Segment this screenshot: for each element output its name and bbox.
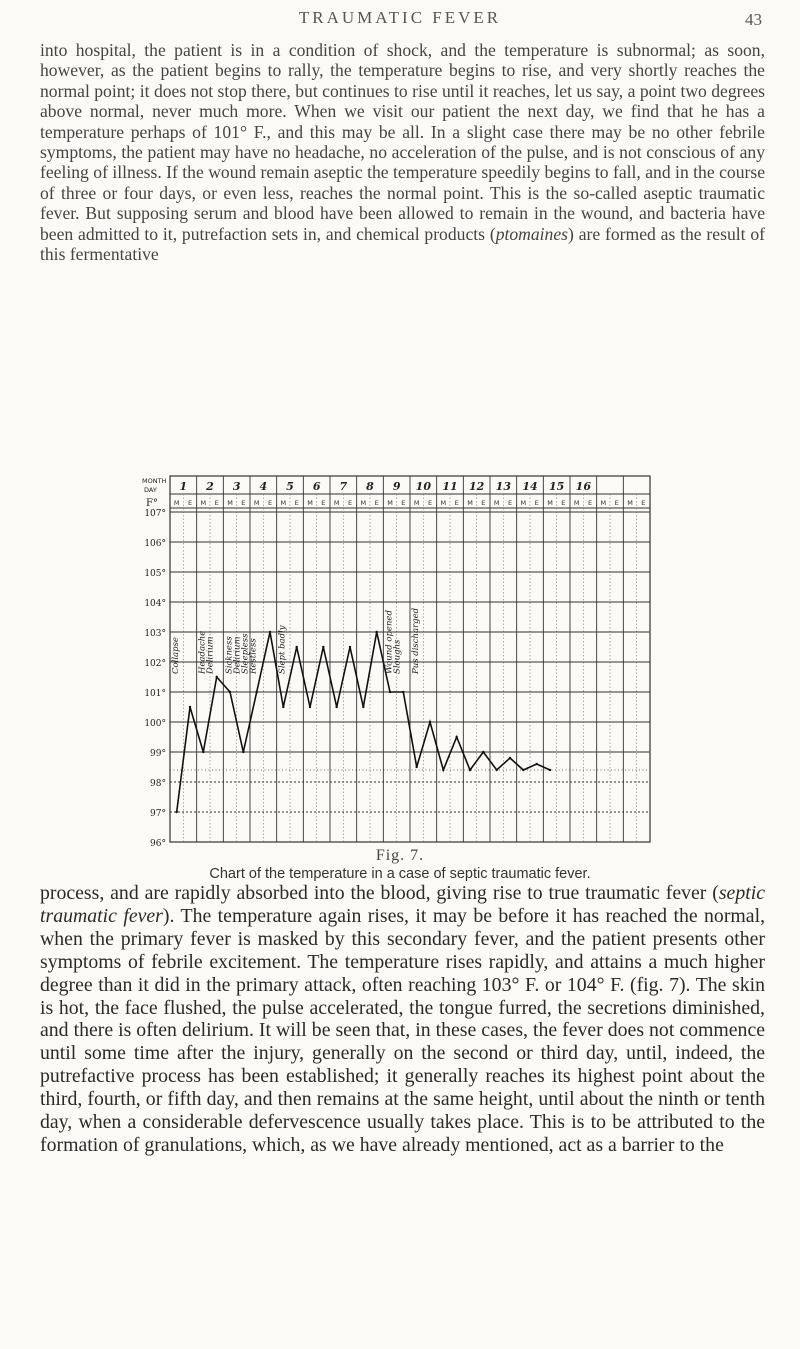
session-tick-label: E xyxy=(427,499,433,507)
y-tick-label: 101° xyxy=(144,689,166,699)
session-tick-label: M xyxy=(467,499,473,507)
session-tick-label: M xyxy=(387,499,393,507)
session-tick-label: E xyxy=(587,499,593,507)
session-tick-label: E xyxy=(214,499,219,507)
page-number: 43 xyxy=(745,10,762,29)
body-text-bottom-1: process, and are rapidly absorbed into the blood, giving rise to true traumatic fever xyxy=(40,882,707,904)
temperature-point xyxy=(429,721,431,723)
temperature-point xyxy=(402,691,404,693)
session-tick-label: M xyxy=(493,499,500,507)
temperature-point xyxy=(509,757,511,759)
day-tick-label: 15 xyxy=(549,480,565,493)
session-tick-label: M xyxy=(600,499,607,507)
day-tick-label: 10 xyxy=(415,480,431,493)
chart-annotation: Delirium xyxy=(205,636,216,674)
ptomaines-term: ptomaines xyxy=(495,223,569,244)
temperature-point xyxy=(189,706,191,708)
session-tick-label: M xyxy=(307,499,313,507)
session-tick-label: E xyxy=(454,499,459,507)
day-tick-label: 9 xyxy=(392,480,401,493)
day-tick-label: 12 xyxy=(469,480,485,493)
chart-annotation: Sickness xyxy=(224,636,235,674)
temperature-point xyxy=(455,736,457,738)
day-tick-label: 2 xyxy=(206,480,214,493)
temperature-point xyxy=(295,646,297,648)
day-label: DAY xyxy=(144,486,157,494)
chart-annotation: Slept badly xyxy=(277,625,288,674)
day-tick-label: 3 xyxy=(232,480,241,493)
session-tick-label: M xyxy=(360,499,367,507)
temperature-point xyxy=(469,769,471,771)
session-tick-label: E xyxy=(481,499,486,507)
temperature-point xyxy=(415,766,417,768)
y-tick-label: 99° xyxy=(150,749,166,759)
y-tick-label: 105° xyxy=(144,569,166,579)
session-tick-label: M xyxy=(547,499,553,507)
temperature-chart-svg xyxy=(140,470,660,850)
temperature-point xyxy=(229,691,231,693)
day-tick-label: 14 xyxy=(522,480,538,493)
running-title: TRAUMATIC FEVER xyxy=(298,8,502,27)
session-tick-label: E xyxy=(614,499,619,507)
body-paragraph-top: into hospital, the patient is in a condition of shock, and the temperature is subnormal; as soon, however, as the patient begins to rally, the temperature begins to rise, and very shortly reaches the normal point; it does not stop there, but continues to rise until it reaches, let us say, a point two degrees above normal, never much more. When we visit our patient the next day, we find that he has a temperature perhaps of 101° F., and this may be all. In a slight case there may be no other febrile symptoms, the patient may have no headache, no acceleration of the pulse, and is not conscious of any feeling of illness. If the wound remain aseptic the temperature speedily begins to fall, and in the course of three or four days, or even less, reaches the normal point. This is the so-called aseptic traumatic fever. But supposing serum and blood have been allowed to remain in the wound, and bacteria have been admitted to it, putrefaction sets in, and chemical products (ptomaines) are formed as the result of this fermentative xyxy=(40,40,765,265)
y-tick-label: 100° xyxy=(144,719,166,729)
session-tick-label: E xyxy=(641,499,646,507)
body-text-top-end: are formed as the result of this fermentative xyxy=(40,223,765,265)
body-text-top: into hospital, the patient is in a condition of shock, and the temperature is subnormal; as soon, however, as the patient begins to rally, the temperature begins to rise, and very shortly reaches the normal point; it does not stop there, but continues to rise until it reaches, let us say, a point two degrees above normal, never much more. When we visit our patient the next day, we find that he has a temperature perhaps of 101° F., and this may be all. In a slight case there may be no other febrile symptoms, the patient may have no headache, no acceleration of the pulse, and is not conscious of any feeling of illness. If the wound remain aseptic the temperature speedily begins to fall, and in the course of three or four days, or even less, reaches the normal point. This is the so-called aseptic traumatic fever. But supposing serum and blood have been allowed to remain in the wound, and bacteria have been admitted to it, putrefaction sets in, and chemical products xyxy=(40,40,765,244)
y-tick-label: 97° xyxy=(150,809,166,819)
temperature-point xyxy=(522,769,524,771)
month-label: MONTH xyxy=(142,477,167,485)
septic-fever-term: septic traumatic fever xyxy=(40,882,765,927)
temperature-point xyxy=(389,691,391,693)
day-tick-label: 13 xyxy=(495,480,511,493)
y-tick-label: 104° xyxy=(144,599,166,609)
y-tick-label: 98° xyxy=(150,779,166,789)
day-tick-label: 4 xyxy=(259,480,268,493)
day-tick-label: 8 xyxy=(366,480,374,493)
temperature-point xyxy=(535,763,537,765)
y-tick-label: 103° xyxy=(144,629,166,639)
session-tick-label: E xyxy=(561,499,566,507)
session-tick-label: M xyxy=(413,499,420,507)
day-tick-label: 6 xyxy=(312,480,321,493)
session-tick-label: M xyxy=(627,499,633,507)
temperature-point xyxy=(362,706,364,708)
session-tick-label: M xyxy=(200,499,207,507)
session-tick-label: E xyxy=(507,499,513,507)
session-tick-label: M xyxy=(227,499,233,507)
figure-label: Fig. 7. xyxy=(375,847,425,864)
chart-annotation: Pus discharged xyxy=(411,607,421,674)
y-tick-label: 107° xyxy=(144,509,166,519)
session-tick-label: E xyxy=(187,499,193,507)
temperature-point xyxy=(269,631,271,633)
day-tick-label: 7 xyxy=(339,480,348,493)
unit-label: F° xyxy=(146,498,158,509)
day-tick-label: 11 xyxy=(442,480,458,493)
temperature-point xyxy=(255,691,257,693)
temperature-point xyxy=(242,751,244,753)
temperature-point xyxy=(349,646,351,648)
y-tick-label: 102° xyxy=(144,659,166,669)
chart-annotation: Sleepless xyxy=(240,633,251,674)
chart-annotation: Restless xyxy=(248,638,259,674)
temperature-point xyxy=(282,706,284,708)
session-tick-label: E xyxy=(241,499,246,507)
chart-annotation: Headache xyxy=(197,630,208,674)
temperature-point xyxy=(215,676,217,678)
temperature-point xyxy=(442,769,444,771)
day-tick-label: 5 xyxy=(286,480,294,493)
temperature-point xyxy=(309,706,311,708)
session-tick-label: M xyxy=(440,499,447,507)
session-tick-label: E xyxy=(267,499,273,507)
day-tick-label: 16 xyxy=(575,480,591,493)
chart-annotation: Collapse xyxy=(171,637,181,674)
temperature-point xyxy=(375,631,377,633)
session-tick-label: M xyxy=(280,499,287,507)
session-tick-label: E xyxy=(534,499,539,507)
session-tick-label: M xyxy=(573,499,580,507)
figure-caption: Chart of the temperature in a case of septic traumatic fever. xyxy=(209,866,591,882)
session-tick-label: E xyxy=(374,499,379,507)
temperature-point xyxy=(322,646,324,648)
temperature-point xyxy=(202,751,204,753)
chart-annotation: Sloughs xyxy=(392,639,403,674)
temperature-chart xyxy=(140,470,660,850)
running-head xyxy=(0,8,800,38)
temperature-point xyxy=(482,751,484,753)
chart-annotation: Delirium xyxy=(232,636,243,674)
body-text-bottom-2: The temperature again rises, it may be before it has reached the normal, when the primary fever is masked by this secondary fever, and the patient presents other symptoms of febrile excitement. The temperature rises rapidly, and attains a much higher degree than it did in the primary attack, often reaching 103° F. or 104° F. (fig. 7). The skin is hot, the face flushed, the pulse accelerated, the tongue furred, the secretions diminished, and there is often delirium. It will be seen that, in these cases, the fever does not commence until some time after the injury, generally on the second or third day, until, indeed, the putrefactive process has been established; it generally reaches its highest point about the third, fourth, or fifth day, and then remains at the same height, until about the ninth or tenth day, when a considerable defervescence usually takes place. This is to be attributed to the formation of granulations, which, as we have already mentioned, act as a barrier to the xyxy=(40,904,766,1156)
session-tick-label: E xyxy=(347,499,353,507)
day-tick-label: 1 xyxy=(179,480,188,493)
session-tick-label: E xyxy=(294,499,299,507)
y-tick-label: 96° xyxy=(150,839,166,849)
y-tick-label: 106° xyxy=(144,539,166,549)
session-tick-label: M xyxy=(333,499,340,507)
temperature-point xyxy=(335,706,337,708)
body-paragraph-bottom: process, and are rapidly absorbed into the blood, giving rise to true traumatic fever (septic traumatic fever). The temperature again rises, it may be before it has reached the normal, when the primary fever is masked by this secondary fever, and the patient presents other symptoms of febrile excitement. The temperature rises rapidly, and attains a much higher degree than it did in the primary attack, often reaching 103° F. or 104° F. (fig. 7). The skin is hot, the face flushed, the pulse accelerated, the tongue furred, the secretions diminished, and there is often delirium. It will be seen that, in these cases, the fever does not commence until some time after the injury, generally on the second or third day, until, indeed, the putrefactive process has been established; it generally reaches its highest point about the third, fourth, or fifth day, and then remains at the same height, until about the ninth or tenth day, when a considerable defervescence usually takes place. This is to be attributed to the formation of granulations, which, as we have already mentioned, act as a barrier to the xyxy=(40,882,766,1156)
chart-annotation: Wound opened xyxy=(384,610,395,674)
session-tick-label: E xyxy=(321,499,326,507)
session-tick-label: M xyxy=(520,499,527,507)
temperature-point xyxy=(549,769,551,771)
temperature-point xyxy=(175,811,177,813)
session-tick-label: E xyxy=(401,499,406,507)
session-tick-label: M xyxy=(253,499,260,507)
session-tick-label: M xyxy=(173,499,180,507)
temperature-point xyxy=(495,769,497,771)
